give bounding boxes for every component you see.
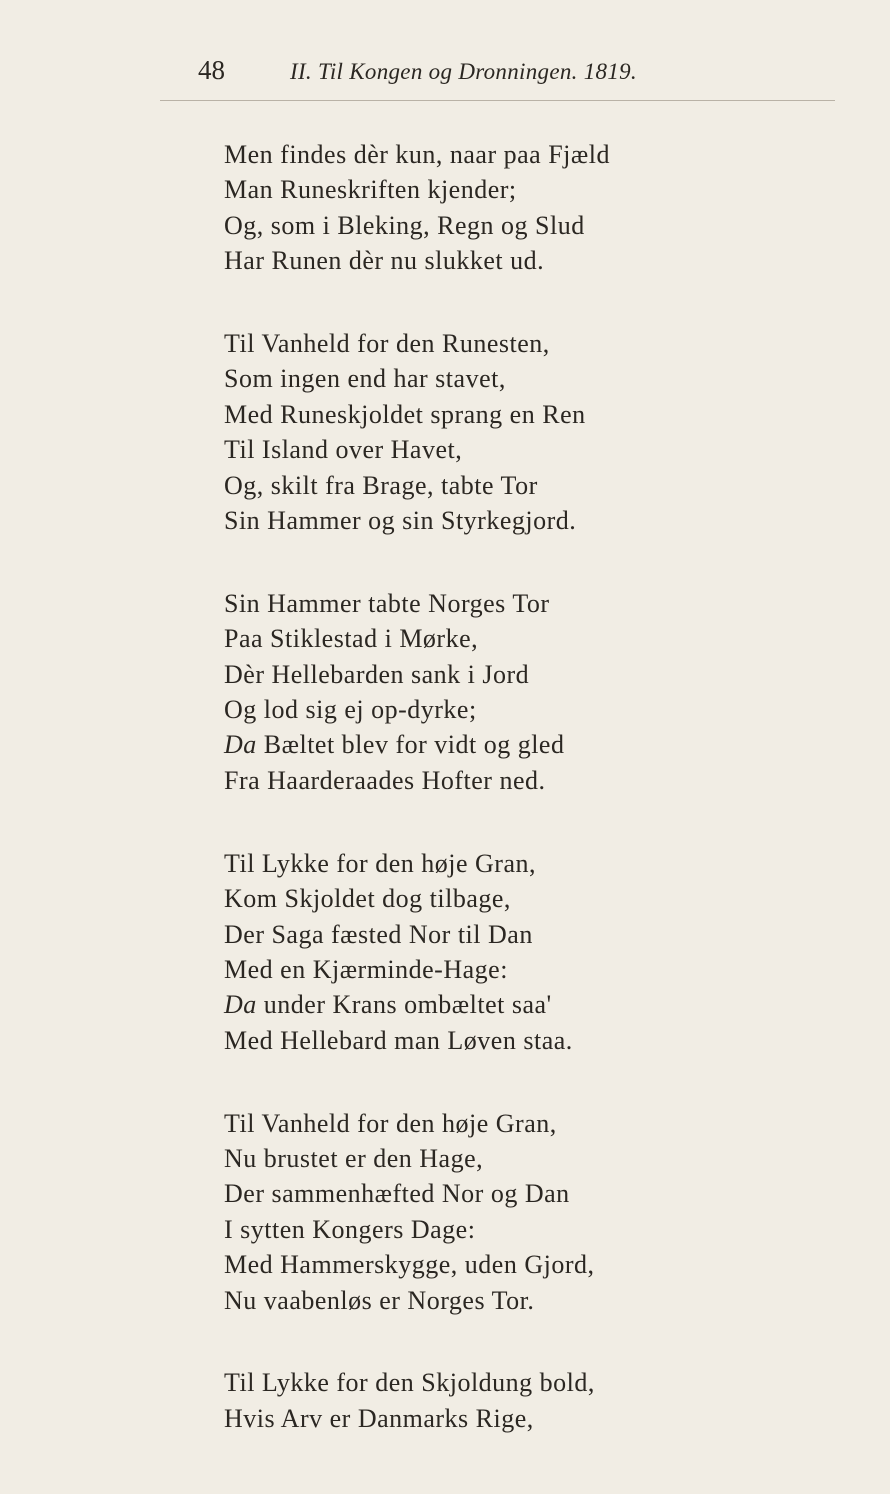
poem-line: Med Hellebard man Løven staa. bbox=[224, 1025, 573, 1055]
italic-word: Da bbox=[224, 730, 257, 760]
running-head: II. Til Kongen og Dronningen. 1819. bbox=[290, 59, 637, 84]
poem-line: Sin Hammer tabte Norges Tor bbox=[224, 588, 550, 618]
poem-line: Har Runen dèr nu slukket ud. bbox=[224, 246, 545, 276]
poem-line: Og, som i Bleking, Regn og Slud bbox=[224, 210, 585, 240]
stanza-3 bbox=[224, 586, 844, 798]
poem-line: Til Lykke for den høje Gran, bbox=[224, 848, 536, 878]
italic-word: Da bbox=[224, 990, 257, 1020]
stanza-4 bbox=[224, 846, 844, 1058]
poem-line: Nu vaabenløs er Norges Tor. bbox=[224, 1285, 535, 1315]
poem-line: Med Hammerskygge, uden Gjord, bbox=[224, 1250, 595, 1280]
poem-line: Sin Hammer og sin Styrkegjord. bbox=[224, 506, 577, 536]
header-rule bbox=[160, 100, 835, 101]
poem-line: Og, skilt fra Brage, tabte Tor bbox=[224, 470, 538, 500]
poem-line bbox=[224, 987, 844, 1022]
poem-line: Til Lykke for den Skjoldung bold, bbox=[224, 1368, 595, 1398]
poem-line: Fra Haarderaades Hofter ned. bbox=[224, 765, 546, 795]
poem-line: Med en Kjærminde-Hage: bbox=[224, 954, 508, 984]
poem-line: Som ingen end har stavet, bbox=[224, 364, 506, 394]
stanza-5 bbox=[224, 1106, 844, 1318]
poem-line: Med Runeskjoldet sprang en Ren bbox=[224, 399, 586, 429]
poem bbox=[224, 137, 844, 1484]
poem-line-text: Bæltet blev for vidt og gled bbox=[263, 730, 565, 760]
poem-line bbox=[224, 727, 844, 762]
poem-line: I sytten Kongers Dage: bbox=[224, 1214, 476, 1244]
page-number: 48 bbox=[198, 55, 225, 85]
poem-line: Men findes dèr kun, naar paa Fjæld bbox=[224, 140, 610, 169]
poem-line: Der Saga fæsted Nor til Dan bbox=[224, 919, 533, 949]
poem-line: Kom Skjoldet dog tilbage, bbox=[224, 884, 511, 914]
stanza-6 bbox=[224, 1365, 844, 1436]
poem-line: Til Vanheld for den høje Gran, bbox=[224, 1108, 557, 1138]
poem-line: Der sammenhæfted Nor og Dan bbox=[224, 1179, 570, 1209]
poem-line: Paa Stiklestad i Mørke, bbox=[224, 624, 479, 654]
poem-line: Dèr Hellebarden sank i Jord bbox=[224, 659, 530, 689]
poem-line: Man Runeskriften kjender; bbox=[224, 175, 517, 205]
stanza-1 bbox=[224, 137, 844, 279]
poem-line: Nu brustet er den Hage, bbox=[224, 1143, 484, 1173]
poem-line-text: under Krans ombæltet saa' bbox=[263, 990, 552, 1020]
poem-line: Hvis Arv er Danmarks Rige, bbox=[224, 1403, 534, 1433]
poem-line: Til Vanheld for den Runesten, bbox=[224, 329, 550, 359]
poem-line: Til Island over Havet, bbox=[224, 435, 463, 465]
poem-line: Og lod sig ej op-dyrke; bbox=[224, 695, 477, 725]
stanza-2 bbox=[224, 326, 844, 538]
